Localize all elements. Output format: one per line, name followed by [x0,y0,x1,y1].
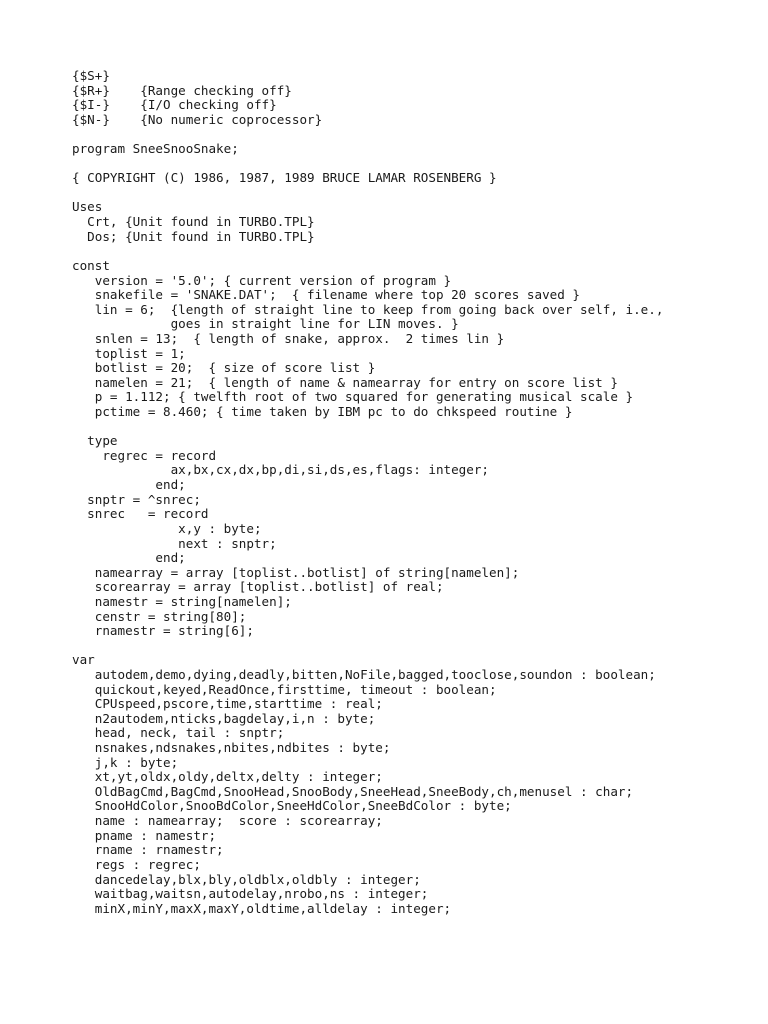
code-line: end; [72,477,186,493]
code-line: type [72,433,118,449]
code-line: censtr = string[80]; [72,608,247,624]
code-line: snakefile = 'SNAKE.DAT'; { filename where top 20 scores saved } [72,287,580,303]
code-line: snlen = 13; { length of snake, approx. 2 times lin } [72,330,505,346]
code-line: scorearray = array [toplist..botlist] of real; [72,579,444,595]
code-line: autodem,demo,dying,deadly,bitten,NoFile,bagged,tooclose,soundon : boolean; [72,666,656,682]
code-line: snrec = record [72,506,209,522]
code-line: Crt, {Unit found in TURBO.TPL} [72,214,315,230]
code-line: quickout,keyed,ReadOnce,firsttime, timeout : boolean; [72,681,497,697]
code-line: Uses [72,199,103,215]
code-line: ax,bx,cx,dx,bp,di,si,ds,es,flags: integer; [72,462,490,478]
code-line: x,y : byte; [72,520,262,536]
code-line: rname : rnamestr; [72,842,224,858]
code-line: {$I-} {I/O checking off} [72,97,277,113]
code-line: nsnakes,ndsnakes,nbites,ndbites : byte; [72,740,391,756]
code-line: p = 1.112; { twelfth root of two squared for generating musical scale } [72,389,634,405]
code-line: {$R+} {Range checking off} [72,82,292,98]
code-line [72,420,663,435]
code-line: program SneeSnooSnake; [72,141,239,157]
code-line: const [72,257,110,273]
code-line: goes in straight line for LIN moves. } [72,316,459,332]
code-line: namestr = string[namelen]; [72,593,292,609]
code-line: snptr = ^snrec; [72,491,201,507]
code-line: next : snptr; [72,535,277,551]
code-line: namearray = array [toplist..botlist] of string[namelen]; [72,564,520,580]
code-line: Dos; {Unit found in TURBO.TPL} [72,228,315,244]
code-line: regrec = record [72,447,217,463]
code-line [72,186,663,201]
code-line: CPUspeed,pscore,time,starttime : real; [72,696,383,712]
code-line: {$N-} {No numeric coprocessor} [72,111,323,127]
code-line: waitbag,waitsn,autodelay,nrobo,ns : integer; [72,886,429,902]
code-line: lin = 6; {length of straight line to keep from going back over self, i.e., [72,301,664,317]
code-line: regs : regrec; [72,856,201,872]
code-line: pname : namestr; [72,827,217,843]
code-line [72,127,663,142]
code-line [72,244,663,259]
code-line [72,157,663,172]
code-line: version = '5.0'; { current version of program } [72,272,452,288]
code-line: j,k : byte; [72,754,179,770]
code-line: xt,yt,oldx,oldy,deltx,delty : integer; [72,769,383,785]
code-line: toplist = 1; [72,345,186,361]
code-line: botlist = 20; { size of score list } [72,360,376,376]
code-line: minX,minY,maxX,maxY,oldtime,alldelay : integer; [72,900,452,916]
code-line: var [72,652,95,668]
code-line: pctime = 8.460; { time taken by IBM pc to do chkspeed routine } [72,404,573,420]
code-line: name : namearray; score : scorearray; [72,813,383,829]
code-line: SnooHdColor,SnooBdColor,SneeHdColor,SneeBdColor : byte; [72,798,512,814]
code-line: { COPYRIGHT (C) 1986, 1987, 1989 BRUCE LAMAR ROSENBERG } [72,170,497,186]
code-line: {$S+} [72,68,110,83]
code-line: namelen = 21; { length of name & namearray for entry on score list } [72,374,618,390]
code-line: dancedelay,blx,bly,oldblx,oldbly : integer; [72,871,421,887]
code-line: end; [72,550,186,566]
code-line: n2autodem,nticks,bagdelay,i,n : byte; [72,710,376,726]
code-line: rnamestr = string[6]; [72,623,254,639]
code-line: OldBagCmd,BagCmd,SnooHead,SnooBody,SneeHead,SneeBody,ch,menusel : char; [72,783,634,799]
code-line: head, neck, tail : snptr; [72,725,285,741]
pascal-source-listing [72,69,663,916]
code-line [72,639,663,654]
